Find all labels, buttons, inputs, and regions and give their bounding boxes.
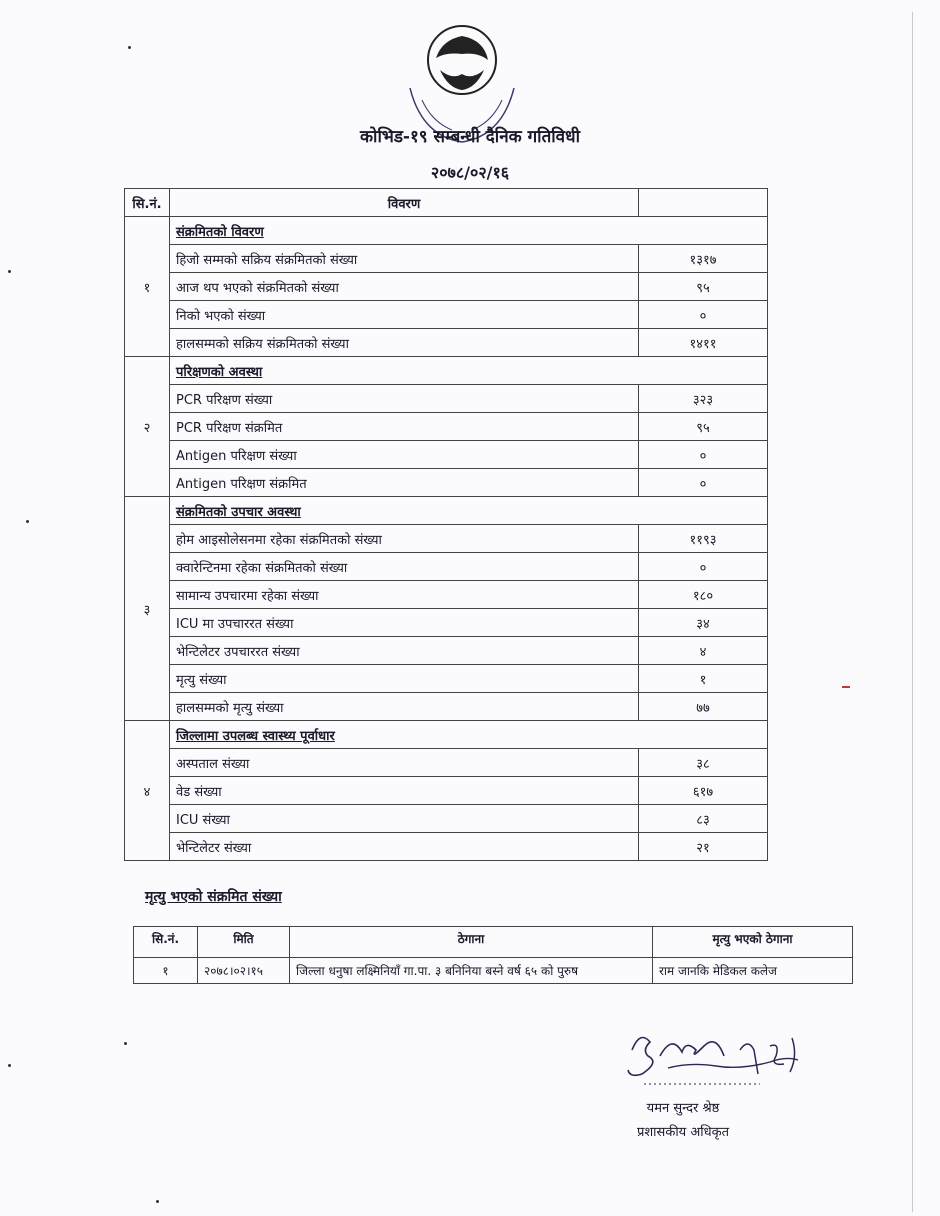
column-header-value	[639, 189, 768, 217]
signatory-title: प्रशासकीय अधिकृत	[636, 1125, 730, 1140]
column-header-address: ठेगाना	[290, 927, 653, 958]
scan-speck	[8, 270, 11, 273]
section-number: ४	[125, 721, 170, 861]
table-row	[125, 833, 768, 861]
table-row	[125, 665, 768, 693]
row-label: ICU मा उपचाररत संख्या	[170, 609, 639, 637]
row-label: मृत्यु संख्या	[170, 665, 639, 693]
row-value: ६१७	[639, 777, 768, 805]
section-number: ३	[125, 497, 170, 721]
row-label: PCR परिक्षण संख्या	[170, 385, 639, 413]
signatory-name: यमन सुन्दर श्रेष्ठ	[646, 1101, 720, 1116]
table-row	[125, 553, 768, 581]
row-label: वेड संख्या	[170, 777, 639, 805]
row-label: भेन्टिलेटर उपचाररत संख्या	[170, 637, 639, 665]
table-row	[125, 385, 768, 413]
row-value: ९५	[639, 413, 768, 441]
row-value: ०	[639, 441, 768, 469]
table-row	[125, 637, 768, 665]
row-label: भेन्टिलेटर संख्या	[170, 833, 639, 861]
section-heading: संक्रमितको उपचार अवस्था	[170, 497, 768, 525]
table-row	[125, 497, 768, 525]
column-header-sn: सि.नं.	[134, 927, 198, 958]
table-row	[125, 469, 768, 497]
table-row	[125, 245, 768, 273]
table-row	[125, 329, 768, 357]
scan-speck	[26, 520, 29, 523]
table-row	[125, 693, 768, 721]
row-value: ११९३	[639, 525, 768, 553]
row-label: हिजो सम्मको सक्रिय संक्रमितको संख्या	[170, 245, 639, 273]
table-row	[125, 525, 768, 553]
row-value: ३८	[639, 749, 768, 777]
row-label: अस्पताल संख्या	[170, 749, 639, 777]
row-label: होम आइसोलेसनमा रहेका संक्रमितको संख्या	[170, 525, 639, 553]
table-header-row	[125, 189, 768, 217]
column-header-date: मिति	[198, 927, 290, 958]
death-address: जिल्ला धनुषा लक्ष्मिनियाँ गा.पा. ३ बनिनिया बस्ने वर्ष ६५ को पुरुष	[290, 958, 653, 984]
scan-speck	[842, 686, 850, 688]
row-value: २१	[639, 833, 768, 861]
table-row	[125, 749, 768, 777]
death-date: २०७८।०२।१५	[198, 958, 290, 984]
row-value: १३१७	[639, 245, 768, 273]
scan-speck	[124, 1042, 127, 1045]
column-header-death-place: मृत्यु भएको ठेगाना	[653, 927, 853, 958]
table-row	[125, 357, 768, 385]
table-header-row	[134, 927, 853, 958]
column-header-sn: सि.नं.	[125, 189, 170, 217]
row-label: निको भएको संख्या	[170, 301, 639, 329]
handwritten-signature	[620, 1016, 820, 1096]
row-label: Antigen परिक्षण संक्रमित	[170, 469, 639, 497]
scan-speck	[156, 1200, 159, 1203]
table-row	[125, 609, 768, 637]
table-row	[125, 273, 768, 301]
table-row	[125, 301, 768, 329]
section-heading: परिक्षणको अवस्था	[170, 357, 768, 385]
scan-edge-line	[912, 12, 913, 1212]
daily-activity-table	[124, 188, 768, 861]
section-heading: संक्रमितको विवरण	[170, 217, 768, 245]
row-value: ०	[639, 469, 768, 497]
table-row	[125, 413, 768, 441]
table-row	[125, 777, 768, 805]
deaths-table	[133, 926, 853, 984]
row-value: ४	[639, 637, 768, 665]
death-sn: १	[134, 958, 198, 984]
page-title: कोभिड-१९ सम्बन्धी दैनिक गतिविधी	[360, 127, 580, 147]
table-row	[125, 581, 768, 609]
row-value: ०	[639, 553, 768, 581]
row-value: १४११	[639, 329, 768, 357]
row-label: क्वारेन्टिनमा रहेका संक्रमितको संख्या	[170, 553, 639, 581]
deaths-heading: मृत्यु भएको संक्रमित संख्या	[145, 889, 282, 905]
table-row	[125, 805, 768, 833]
section-heading: जिल्लामा उपलब्ध स्वास्थ्य पूर्वाधार	[170, 721, 768, 749]
row-value: ३२३	[639, 385, 768, 413]
row-value: १	[639, 665, 768, 693]
row-value: ९५	[639, 273, 768, 301]
row-label: हालसम्मको मृत्यु संख्या	[170, 693, 639, 721]
row-value: ७७	[639, 693, 768, 721]
row-label: Antigen परिक्षण संख्या	[170, 441, 639, 469]
report-date: २०७८/०२/१६	[430, 163, 510, 182]
scan-speck	[8, 1064, 11, 1067]
row-label: ICU संख्या	[170, 805, 639, 833]
row-value: ८३	[639, 805, 768, 833]
row-label: सामान्य उपचारमा रहेका संख्या	[170, 581, 639, 609]
table-row	[125, 441, 768, 469]
row-label: हालसम्मको सक्रिय संक्रमितको संख्या	[170, 329, 639, 357]
section-number: १	[125, 217, 170, 357]
table-row	[134, 958, 853, 984]
row-value: ०	[639, 301, 768, 329]
row-value: १८०	[639, 581, 768, 609]
death-place: राम जानकि मेडिकल कलेज	[653, 958, 853, 984]
row-label: PCR परिक्षण संक्रमित	[170, 413, 639, 441]
table-row	[125, 217, 768, 245]
row-value: ३४	[639, 609, 768, 637]
section-number: २	[125, 357, 170, 497]
row-label: आज थप भएको संक्रमितको संख्या	[170, 273, 639, 301]
column-header-description: विवरण	[170, 189, 639, 217]
scan-speck	[128, 46, 131, 49]
table-row	[125, 721, 768, 749]
